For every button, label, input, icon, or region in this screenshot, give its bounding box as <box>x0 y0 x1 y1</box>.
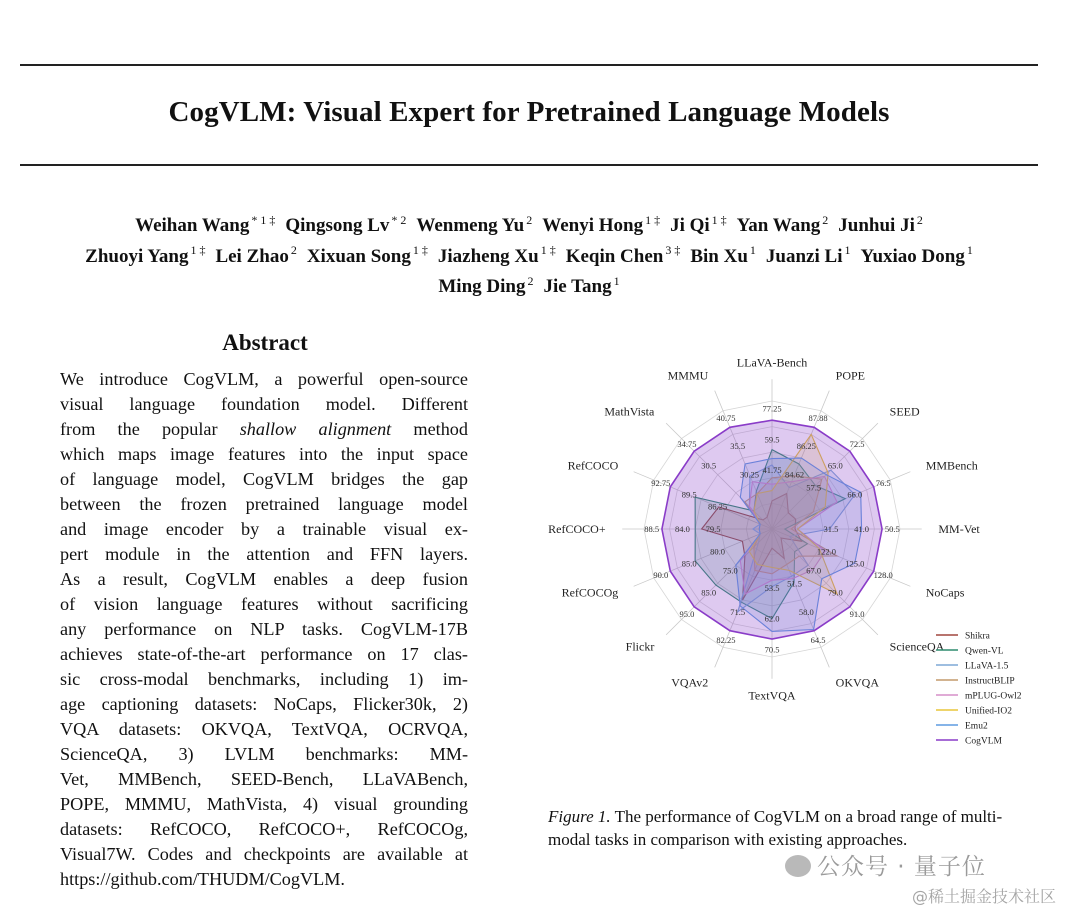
legend-label: CogVLM <box>965 736 1002 747</box>
abstract-line: sic cross-modal benchmarks, including 1) im- <box>60 669 468 689</box>
axis-value-label: 66.0 <box>847 489 863 500</box>
author-name: Ji Qi $^{1 \ddagger}$ <box>670 213 727 237</box>
abstract-line: ScienceQA, 3) LVLM benchmarks: MM- <box>60 744 468 764</box>
watermark-sub: @稀土掘金技术社区 <box>912 887 1057 906</box>
figure-caption-label: Figure 1. <box>548 807 611 826</box>
author-affiliation: 1 ‡ <box>711 213 727 227</box>
axis-value-label: 72.5 <box>849 438 865 449</box>
title-rule-top <box>20 64 1038 66</box>
abstract-body <box>60 367 468 892</box>
legend-label: Unified-IO2 <box>965 706 1012 717</box>
axis-value-label: 76.5 <box>875 477 891 488</box>
abstract-line: VQA datasets: OKVQA, TextVQA, OCRVQA, <box>60 719 468 739</box>
axis-label: MathVista <box>604 404 655 419</box>
author-affiliation: 3 ‡ <box>665 243 681 258</box>
author-affiliation: * 1 ‡ <box>251 213 276 227</box>
axis-label: TextVQA <box>748 688 796 703</box>
author-affiliation: 2 <box>916 213 923 227</box>
axis-label: OKVQA <box>835 675 880 690</box>
axis-value-label: 51.5 <box>787 578 802 589</box>
axis-value-label: 82.25 <box>716 635 736 646</box>
abstract-line: any performance on NLP tasks. CogVLM-17B <box>60 619 468 639</box>
author-name: Qingsong Lv $^{* 2}$ <box>285 213 407 237</box>
author-name: Juanzi Li $^1$ <box>765 243 851 267</box>
abstract-line: Visual7W. Codes and checkpoints are available at <box>60 844 468 864</box>
figure-caption <box>548 805 1043 851</box>
axis-value-label: 59.5 <box>764 434 780 445</box>
axis-value-label: 41.75 <box>762 465 782 476</box>
series-cogvlm <box>662 420 882 639</box>
author-name: Weihan Wang $^{* 1 \ddagger}$ <box>135 213 276 237</box>
axis-value-label: 86.25 <box>796 441 816 452</box>
axis-value-label: 71.5 <box>730 606 746 617</box>
author-affiliation: 1 ‡ <box>190 243 206 258</box>
axis-value-label: 95.0 <box>679 609 695 620</box>
author-name: Zhuoyi Yang $^{1 \ddagger}$ <box>85 243 206 267</box>
author-name: Jiazheng Xu $^{1 \ddagger}$ <box>437 243 556 267</box>
author-name: Lei Zhao $^2$ <box>215 243 297 267</box>
axis-value-label: 125.0 <box>845 558 865 569</box>
axis-value-label: 50.5 <box>884 524 900 534</box>
axis-label: ScienceQA <box>889 639 945 654</box>
abstract-line: https://github.com/THUDM/CogVLM. <box>60 869 345 889</box>
axis-value-label: 84.62 <box>784 469 805 480</box>
axis-value-label: 31.5 <box>823 524 839 534</box>
author-affiliation: 1 <box>844 243 851 258</box>
radar-chart-figure <box>540 325 1060 747</box>
axis-value-label: 35.5 <box>730 441 746 452</box>
axis-label: LLaVA-Bench <box>736 355 808 370</box>
abstract-line: between the frozen pretrained language model <box>60 494 468 514</box>
author-affiliation: 1 <box>966 243 973 258</box>
abstract-line: of vision language features without sacrificing <box>60 594 468 614</box>
axis-value-label: 30.5 <box>701 460 717 471</box>
author-affiliation: 2 <box>822 213 829 227</box>
axis-label: VQAv2 <box>671 675 709 690</box>
axis-value-label: 34.75 <box>677 438 697 449</box>
axis-value-label: 40.75 <box>716 412 736 423</box>
author-name: Wenyi Hong $^{1 \ddagger}$ <box>542 213 661 237</box>
axis-value-label: 85.0 <box>701 587 717 598</box>
axis-label: RefCOCOg <box>561 585 619 600</box>
author-affiliation: 1 ‡ <box>645 213 661 227</box>
axis-value-label: 91.0 <box>849 609 865 620</box>
axis-value-label: 65.0 <box>827 460 843 471</box>
axis-value-label: 70.5 <box>764 644 780 655</box>
wechat-icon <box>785 855 811 877</box>
axis-label: MM-Vet <box>938 522 980 536</box>
author-affiliation: 1 ‡ <box>412 243 428 258</box>
legend-label: Shikra <box>965 631 990 642</box>
axis-value-label: 30.25 <box>739 469 760 480</box>
abstract-line: from the popular shallow alignment method <box>60 419 468 439</box>
legend-label: Qwen-VL <box>965 646 1004 657</box>
abstract-line: age captioning datasets: NoCaps, Flicker30k, 2) <box>60 694 468 714</box>
watermark-text: 公众号 · 量子位 <box>817 854 986 880</box>
author-name: Ming Ding $^2$ <box>438 273 534 297</box>
axis-value-label: 67.0 <box>806 565 822 576</box>
abstract-heading: Abstract <box>222 330 308 355</box>
legend-label: InstructBLIP <box>965 676 1015 687</box>
axis-value-label: 86.25 <box>708 501 728 512</box>
axis-value-label: 92.75 <box>651 477 671 488</box>
author-name: Yuxiao Dong $^1$ <box>860 243 973 267</box>
abstract-line: As a result, CogVLM enables a deep fusion <box>60 569 468 589</box>
abstract-line: achieves state-of-the-art performance on 17 clas- <box>60 644 468 664</box>
axis-value-label: 79.5 <box>705 524 721 534</box>
axis-value-label: 87.88 <box>808 412 828 423</box>
author-name: Wenmeng Yu $^2$ <box>416 213 533 237</box>
axis-value-label: 85.0 <box>681 558 697 569</box>
author-affiliation: 2 <box>526 213 533 227</box>
axis-value-label: 88.5 <box>644 524 660 534</box>
axis-value-label: 77.25 <box>762 403 782 414</box>
axis-label: NoCaps <box>925 585 965 600</box>
axis-value-label: 90.0 <box>653 570 669 581</box>
author-affiliation: 2 <box>527 273 534 288</box>
axis-value-label: 84.0 <box>674 524 690 534</box>
axis-value-label: 64.5 <box>810 635 826 646</box>
radar-chart <box>540 325 1060 747</box>
author-name: Xixuan Song $^{1 \ddagger}$ <box>306 243 428 267</box>
axis-value-label: 53.5 <box>764 582 780 593</box>
abstract-line: We introduce CogVLM, a powerful open-source <box>60 369 468 389</box>
author-affiliation: 1 <box>749 243 756 258</box>
axis-label: RefCOCO <box>567 458 619 473</box>
axis-value-label: 75.0 <box>722 565 738 576</box>
author-affiliation: 2 <box>290 243 297 258</box>
legend-label: LLaVA-1.5 <box>965 661 1009 672</box>
author-name: Junhui Ji $^2$ <box>838 213 923 237</box>
axis-value-label: 79.0 <box>827 587 843 598</box>
author-name: Jie Tang $^1$ <box>543 273 620 297</box>
abstract-line: POPE, MMMU, MathVista, 4) visual grounding <box>60 794 468 814</box>
axis-value-label: 89.5 <box>681 489 697 500</box>
author-affiliation: 1 <box>613 273 620 288</box>
author-affiliation: * 2 <box>391 213 407 227</box>
author-name: Keqin Chen $^{3 \ddagger}$ <box>565 243 681 267</box>
abstract-line: of language model, CogVLM bridges the gap <box>60 469 468 489</box>
watermark <box>785 848 986 881</box>
abstract-line: pert module in the attention and FFN layers. <box>60 544 468 564</box>
axis-value-label: 128.0 <box>873 570 893 581</box>
abstract-line: and image encoder by a trainable visual ex- <box>60 519 468 539</box>
author-list <box>0 208 1058 299</box>
legend-label: mPLUG-Owl2 <box>965 691 1022 702</box>
abstract-line: datasets: RefCOCO, RefCOCO+, RefCOCOg, <box>60 819 468 839</box>
axis-label: POPE <box>835 368 866 383</box>
axis-value-label: 80.0 <box>710 546 726 557</box>
axis-label: MMBench <box>925 458 978 473</box>
axis-value-label: 58.0 <box>798 606 814 617</box>
axis-value-label: 41.0 <box>854 524 870 534</box>
axis-label: MMMU <box>667 368 709 383</box>
title-rule-bottom <box>20 164 1038 166</box>
axis-value-label: 62.0 <box>764 613 780 624</box>
axis-value-label: 57.5 <box>806 482 822 493</box>
author-name: Yan Wang $^2$ <box>736 213 829 237</box>
abstract-line: visual language foundation model. Different <box>60 394 468 414</box>
axis-label: Flickr <box>625 639 655 654</box>
author-affiliation: 1 ‡ <box>540 243 556 258</box>
axis-label: RefCOCO+ <box>548 522 606 536</box>
axis-label: SEED <box>889 404 920 419</box>
axis-value-label: 122.0 <box>816 546 836 557</box>
paper-title: CogVLM: Visual Expert for Pretrained Language Models <box>168 96 890 128</box>
figure-caption-text: The performance of CogVLM on a broad range of multi-modal tasks in comparison with existing approaches. <box>548 807 1003 849</box>
author-name: Bin Xu $^1$ <box>690 243 756 267</box>
legend-label: Emu2 <box>965 721 988 732</box>
abstract-line: which maps image features into the input space <box>60 444 468 464</box>
abstract-line: Vet, MMBench, SEED-Bench, LLaVABench, <box>60 769 468 789</box>
